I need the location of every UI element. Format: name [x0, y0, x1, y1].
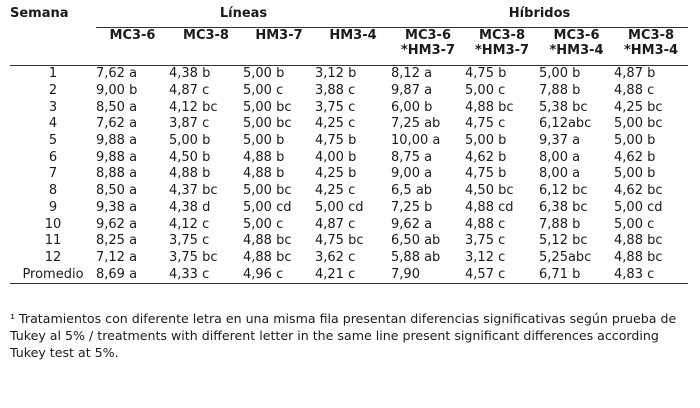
empty-header-cell: [10, 28, 96, 66]
value-cell: 5,00 b: [465, 133, 507, 149]
value-cell: 4,88 cd: [465, 199, 514, 215]
value-cell: 7,62 a: [96, 66, 138, 82]
value-cell: 4,83 c: [614, 266, 688, 283]
value-cell: 5,88 ab: [391, 249, 441, 265]
value-cell: 4,88 bc: [614, 233, 663, 249]
value-cell: 8,50 a: [96, 183, 138, 199]
column-header: [96, 28, 169, 66]
value-cell: 7,25 b: [391, 199, 433, 215]
value-cell: 10,00 a: [391, 133, 441, 149]
value-cell: 3,75 bc: [169, 249, 218, 265]
column-header-line1: MC3-6: [405, 28, 451, 43]
value-cell: 9,87 a: [391, 83, 433, 99]
value-cell: 4,25 c: [315, 116, 356, 132]
value-cell: 7,25 ab: [391, 116, 441, 132]
table-row: [10, 200, 688, 217]
value-cell: 4,96 c: [243, 266, 315, 283]
value-cell: 6,00 b: [391, 99, 433, 115]
column-header: [315, 28, 391, 66]
value-cell: 6,38 bc: [539, 199, 588, 215]
semana-cell: 3: [48, 99, 58, 115]
value-cell: 4,57 c: [465, 266, 539, 283]
value-cell: 9,88 a: [96, 133, 138, 149]
value-cell: 5,00 cd: [315, 199, 364, 215]
value-cell: 3,88 c: [315, 83, 356, 99]
value-cell: 8,88 a: [96, 166, 138, 182]
value-cell: 4,88 bc: [614, 249, 663, 265]
semana-header: Semana: [10, 6, 69, 21]
semana-cell: Promedio: [10, 266, 96, 283]
semana-cell: 8: [48, 183, 58, 199]
table-row: [10, 216, 688, 233]
value-cell: 5,00 b: [539, 66, 581, 82]
value-cell: 3,12 b: [315, 66, 357, 82]
value-cell: 4,88 bc: [243, 233, 292, 249]
table-row: [10, 99, 688, 116]
value-cell: 6,50 ab: [391, 233, 441, 249]
value-cell: 7,88 b: [539, 216, 581, 232]
table-row: [10, 183, 688, 200]
column-header-line1: HM3-7: [255, 28, 303, 43]
semana-cell: 5: [48, 133, 58, 149]
semana-cell: 11: [44, 233, 62, 249]
value-cell: 4,12 c: [169, 216, 210, 232]
value-cell: 5,25abc: [539, 249, 592, 265]
semana-cell: 1: [48, 66, 58, 82]
value-cell: 5,00 c: [465, 83, 506, 99]
value-cell: 4,50 bc: [465, 183, 514, 199]
value-cell: 4,75 b: [465, 66, 507, 82]
column-header: [169, 28, 243, 66]
results-table: [10, 6, 688, 284]
semana-cell: 6: [48, 149, 58, 165]
value-cell: 4,75 b: [315, 133, 357, 149]
table-row: [10, 149, 688, 166]
value-cell: 7,90: [391, 266, 465, 283]
value-cell: 4,37 bc: [169, 183, 218, 199]
value-cell: 5,00 bc: [243, 116, 292, 132]
table-row: [10, 250, 688, 267]
value-cell: 4,88 b: [243, 149, 285, 165]
column-header-line1: MC3-8: [479, 28, 525, 43]
table-row: [10, 66, 688, 83]
value-cell: 4,75 c: [465, 116, 506, 132]
value-cell: 6,5 ab: [391, 183, 433, 199]
value-cell: 7,12 a: [96, 249, 138, 265]
column-header-line1: MC3-8: [183, 28, 229, 43]
value-cell: 4,00 b: [315, 149, 357, 165]
table-row: [10, 133, 688, 150]
column-header-line2: *HM3-4: [549, 43, 604, 58]
semana-cell: 7: [48, 166, 58, 182]
semana-cell: 10: [44, 216, 62, 232]
value-cell: 5,00 c: [614, 216, 655, 232]
value-cell: 4,88 b: [169, 166, 211, 182]
value-cell: 4,62 b: [614, 149, 656, 165]
value-cell: 4,87 c: [315, 216, 356, 232]
value-cell: 5,00 bc: [614, 116, 663, 132]
value-cell: 4,88 bc: [465, 99, 514, 115]
lineas-group-header: Líneas: [96, 6, 391, 28]
value-cell: 5,00 b: [614, 166, 656, 182]
value-cell: 4,88 bc: [243, 249, 292, 265]
value-cell: 3,75 c: [169, 233, 210, 249]
value-cell: 9,62 a: [96, 216, 138, 232]
value-cell: 3,12 c: [465, 249, 506, 265]
value-cell: 4,88 c: [614, 83, 655, 99]
table-body: [10, 66, 688, 284]
value-cell: 5,00 cd: [614, 199, 663, 215]
value-cell: 4,88 b: [243, 166, 285, 182]
value-cell: 3,75 c: [465, 233, 506, 249]
column-header-line2: *HM3-7: [474, 43, 530, 58]
semana-cell: 12: [44, 249, 62, 265]
value-cell: 8,69 a: [96, 266, 169, 283]
value-cell: 4,62 b: [465, 149, 507, 165]
value-cell: 8,00 a: [539, 149, 581, 165]
column-header: [614, 28, 688, 66]
semana-cell: 9: [48, 199, 58, 215]
value-cell: 3,87 c: [169, 116, 210, 132]
column-header-line2: *HM3-7: [400, 43, 456, 58]
value-cell: 5,00 b: [169, 133, 211, 149]
value-cell: 5,00 cd: [243, 199, 292, 215]
value-cell: 4,25 b: [315, 166, 357, 182]
value-cell: 5,00 b: [614, 133, 656, 149]
value-cell: 6,12abc: [539, 116, 592, 132]
value-cell: 3,62 c: [315, 249, 356, 265]
column-header-line1: MC3-6: [553, 28, 600, 43]
table-row: [10, 166, 688, 183]
value-cell: 4,12 bc: [169, 99, 218, 115]
semana-cell: 2: [48, 83, 58, 99]
value-cell: 9,38 a: [96, 199, 138, 215]
value-cell: 6,71 b: [539, 266, 614, 283]
column-header: [465, 28, 539, 66]
value-cell: 5,00 c: [243, 83, 284, 99]
value-cell: 4,21 c: [315, 266, 391, 283]
table-row: [10, 83, 688, 100]
value-cell: 9,00 a: [391, 166, 433, 182]
value-cell: 7,88 b: [539, 83, 581, 99]
column-header: [539, 28, 614, 66]
value-cell: 4,87 c: [169, 83, 210, 99]
value-cell: 9,00 b: [96, 83, 138, 99]
value-cell: 4,62 bc: [614, 183, 663, 199]
value-cell: 9,62 a: [391, 216, 433, 232]
group-header-row: [10, 6, 688, 28]
value-cell: 8,75 a: [391, 149, 433, 165]
value-cell: 5,00 bc: [243, 99, 292, 115]
value-cell: 4,87 b: [614, 66, 656, 82]
column-header-line1: MC3-8: [628, 28, 675, 43]
value-cell: 5,38 bc: [539, 99, 588, 115]
table-row: [10, 116, 688, 133]
value-cell: 5,00 bc: [243, 183, 292, 199]
column-header-line1: HM3-4: [329, 28, 377, 43]
value-cell: 8,25 a: [96, 233, 138, 249]
footnote: ¹ Tratamientos con diferente letra en una misma fila presentan diferencias significativas según prueba de Tukey al 5% / treatments with different letter in the same line present significant differences according Tukey test at 5%.: [10, 311, 677, 360]
value-cell: 9,37 a: [539, 133, 581, 149]
value-cell: 6,12 bc: [539, 183, 588, 199]
semana-cell: 4: [48, 116, 58, 132]
column-header-line2: *HM3-4: [623, 43, 679, 58]
value-cell: 4,25 c: [315, 183, 356, 199]
value-cell: 4,25 bc: [614, 99, 663, 115]
value-cell: 4,33 c: [169, 266, 243, 283]
column-header-line1: MC3-6: [109, 28, 156, 43]
value-cell: 4,75 bc: [315, 233, 364, 249]
value-cell: 4,75 b: [465, 166, 507, 182]
table-row: [10, 266, 688, 283]
value-cell: 9,88 a: [96, 149, 138, 165]
value-cell: 5,12 bc: [539, 233, 588, 249]
column-header: [391, 28, 465, 66]
column-header-row: [10, 28, 688, 66]
table-row: [10, 233, 688, 250]
value-cell: 4,50 b: [169, 149, 211, 165]
value-cell: 8,50 a: [96, 99, 138, 115]
value-cell: 3,75 c: [315, 99, 356, 115]
column-header: [243, 28, 315, 66]
value-cell: 7,62 a: [96, 116, 138, 132]
value-cell: 4,38 d: [169, 199, 211, 215]
value-cell: 5,00 c: [243, 216, 284, 232]
hibridos-group-header: Híbridos: [391, 6, 688, 28]
value-cell: 5,00 b: [243, 133, 285, 149]
value-cell: 5,00 b: [243, 66, 285, 82]
value-cell: 4,38 b: [169, 66, 211, 82]
value-cell: 4,88 c: [465, 216, 506, 232]
value-cell: 8,12 a: [391, 66, 433, 82]
value-cell: 8,00 a: [539, 166, 581, 182]
